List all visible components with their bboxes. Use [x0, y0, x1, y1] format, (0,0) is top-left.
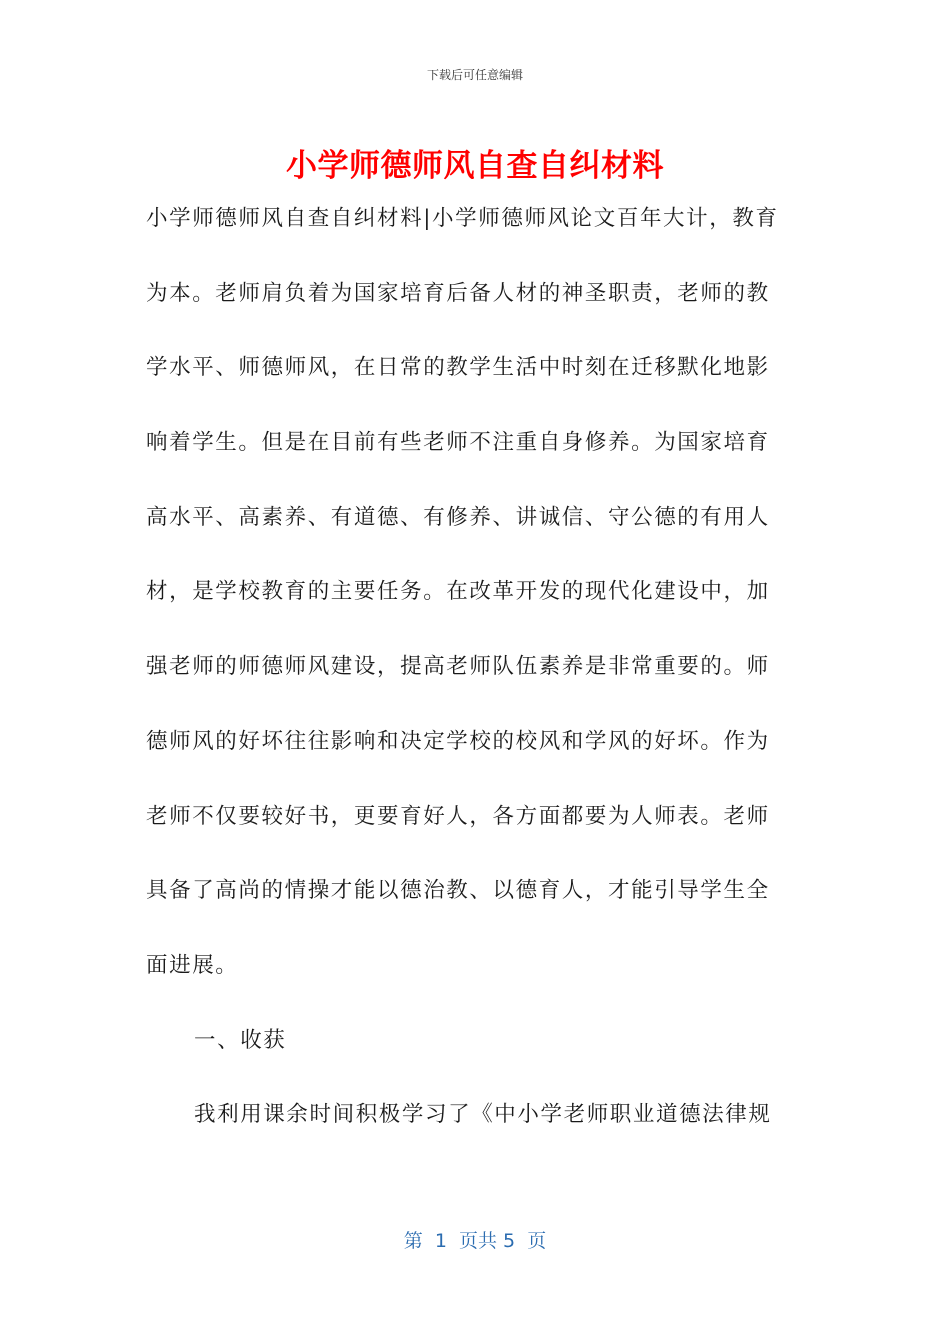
body-line: 响着学生。但是在目前有些老师不注重自身修养。为国家培育 — [146, 430, 770, 456]
body-line: 面进展。 — [146, 952, 239, 978]
body-line: 具备了高尚的情操才能以德治教、以德育人，才能引导学生全 — [146, 878, 770, 904]
page-number-footer: 第 1 页共 5 页 — [403, 1230, 547, 1252]
body-line: 小学师德师风自查自纠材料|小学师德师风论文百年大计，教育 — [146, 206, 779, 231]
body-line: 材，是学校教育的主要任务。在改革开发的现代化建设中，加 — [146, 579, 770, 605]
header-note: 下载后可任意编辑 — [426, 68, 523, 82]
body-line: 学水平、师德师风，在日常的教学生活中时刻在迁移默化地影 — [146, 355, 770, 381]
body-line: 强老师的师德师风建设，提高老师队伍素养是非常重要的。师 — [146, 654, 770, 680]
section-heading: 一、收获 — [194, 1027, 287, 1053]
body-line: 老师不仅要较好书，更要育好人，各方面都要为人师表。老师 — [146, 803, 770, 829]
document-title: 小学师德师风自查自纠材料 — [286, 148, 664, 184]
document-body — [146, 195, 806, 1166]
body-line: 我利用课余时间积极学习了《中小学老师职业道德法律规 — [194, 1102, 772, 1128]
body-line: 德师风的好坏往往影响和决定学校的校风和学风的好坏。作为 — [146, 728, 770, 754]
body-line: 为本。老师肩负着为国家培育后备人材的神圣职责，老师的教 — [146, 280, 770, 306]
body-line: 高水平、高素养、有道德、有修养、讲诚信、守公德的有用人 — [146, 504, 770, 530]
